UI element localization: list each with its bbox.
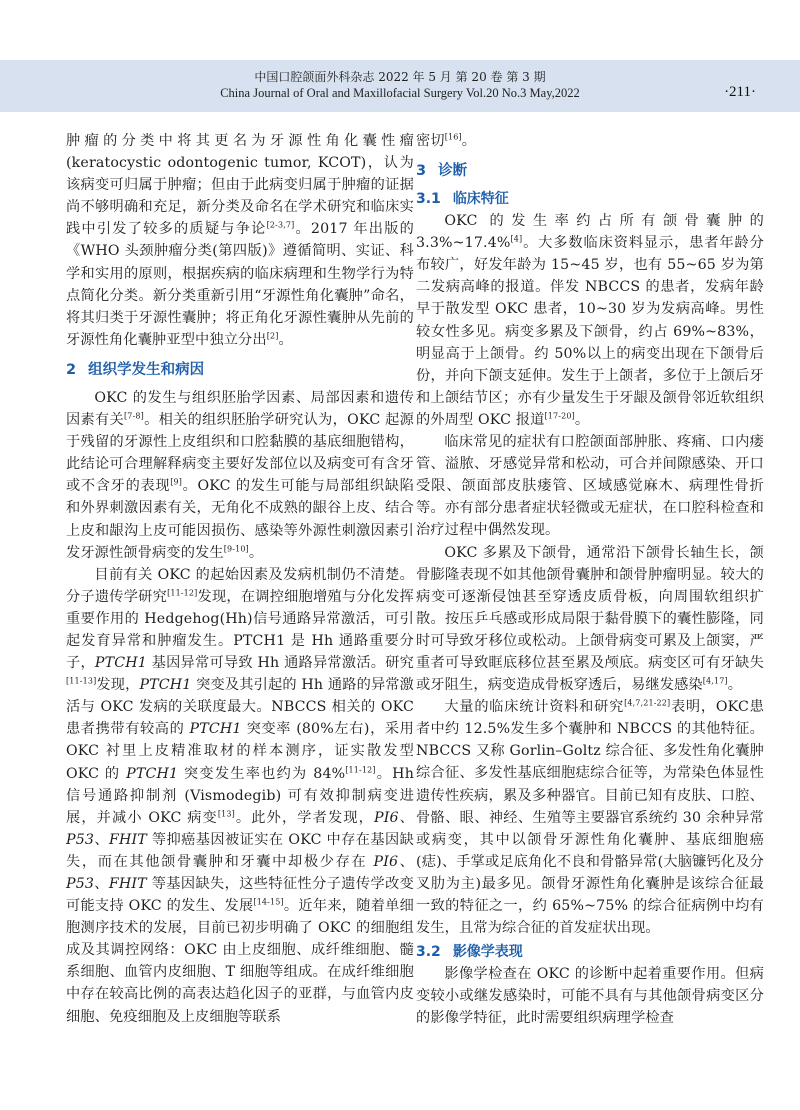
gene-name: PTCH1 (126, 765, 179, 782)
text-run: 。此外，学者发现， (234, 809, 375, 826)
subsection-number: 3.1 (416, 191, 441, 208)
text-run: 等抑癌基因被证实在 OKC 中存在基因缺失，而在其他颌骨囊肿和牙囊中却极少存在 (66, 831, 414, 870)
section-number: 2 (66, 361, 77, 378)
citation-reference: [17-20] (544, 411, 575, 421)
citation-reference: [11-12] (167, 588, 198, 598)
text-run: 。近年来，随着单细胞测序技术的发展，目前已初步明确了 OKC 的细胞组成及其调控网络：OKC 由上皮细胞、成纤维细胞、髓系细胞、血管内皮细胞、T 细胞等组成。在成纤维细胞中存在较高比例的高表达趋化因子的亚群，与血管内皮细胞、免疫细胞及上皮细胞等联系 (66, 898, 414, 1025)
paragraph-continuation (416, 130, 764, 152)
text-run: OKC 多累及下颌骨，通常沿下颌骨长轴生长，颌骨膨隆表现不如其他颌骨囊肿和颌骨肿瘤明显。较大的病变可逐渐侵蚀甚至穿透皮质骨板，向周围软组织扩散。按压乒乓感或形成局限于黏骨膜下的囊性膨隆，同时可导致牙移位或松动。上颌骨病变可累及上颌窦，严重者可导致眶底移位甚至累及颅底。病变区可有牙缺失或牙阻生，病变造成骨板穿透后，易继发感染 (416, 544, 764, 694)
gene-name: PI6 (374, 809, 399, 826)
text-run: OKC 的发生率约占所有颌骨囊肿的 3.3%~17.4% (416, 213, 764, 252)
paragraph-imaging (416, 963, 764, 1029)
right-column (416, 130, 764, 1029)
citation-reference: [16] (444, 132, 462, 142)
subsection-heading-clinical-features (416, 188, 764, 210)
section-title: 组织学发生和病因 (88, 361, 205, 378)
section-number: 3 (416, 163, 427, 180)
gene-name: FHIT (108, 831, 147, 848)
paragraph-incidence (416, 210, 764, 431)
text-run: 密切 (416, 133, 445, 149)
text-run: 突变发生率也约为 84% (178, 765, 346, 782)
text-run: 、 (398, 809, 414, 826)
gene-name: PTCH1 (139, 677, 192, 694)
citation-reference: [4] (510, 234, 523, 244)
subsection-title: 临床特征 (452, 191, 509, 208)
text-run: 目前有关 OKC 的起始因素及发病机制仍不清楚。分子遗传学研究 (66, 566, 414, 605)
paragraph-histogenesis (66, 387, 414, 564)
citation-reference: [9-10] (223, 543, 249, 553)
section-heading-diagnosis (416, 160, 764, 182)
text-run: OKC 的发生与组织胚胎学因素、局部因素和遗传因素有关 (66, 389, 414, 429)
citation-reference: [4,7,21-22] (624, 698, 671, 708)
text-run: 。2017 年出版的《WHO 头颈肿瘤分类(第四版)》遵循简明、实证、科学和实用的原则，根据疾病的临床病理和生物学行为特点简化分类。新分类重新引用“牙源性角化囊肿”命名，将其归类于牙源性囊肿；将正角化牙源性囊肿从先前的牙源性角化囊肿亚型中独立分出 (66, 221, 414, 348)
citation-reference: [11-12] (345, 764, 376, 774)
text-run: 、 (94, 831, 109, 848)
gene-name: FHIT (108, 876, 147, 892)
gene-name: P53 (66, 831, 95, 848)
text-run: 影像学检查在 OKC 的诊断中起着重要作用。但病变较小或继发感染时，可能不具有与其他颌骨病变区分的影像学特征，此时需要组织病理学检查 (416, 966, 764, 1027)
text-run: 肿瘤的分类中将其更名为牙源性角化囊性瘤(keratocystic odontogenic tumor, KCOT)，认为该病变可归属于肿瘤；但由于此病变归属于肿瘤的证据尚不够明确和充足，新分类及命名在学术研究和临床实践中引发了较多的质疑与争论 (66, 133, 414, 238)
citation-reference: [9] (170, 477, 183, 487)
citation-reference: [11-13] (66, 676, 97, 686)
text-run: 、 (94, 876, 109, 892)
citation-reference: [4,17] (702, 676, 728, 686)
text-run: 发现， (96, 677, 140, 694)
text-run: 等基因缺失，这些特征性分子遗传学改变可能支持 OKC 的发生、发展 (66, 876, 414, 915)
text-run: 突变率 (80%左右)，采用 OKC 衬里上皮精准取材的样本测序，证实散发型 OKC 的 (66, 721, 414, 782)
citation-reference: [14-15] (253, 897, 284, 907)
text-run: 临床常见的症状有口腔颌面部肿胀、疼痛、口内瘘管、溢脓、牙感觉异常和松动，可合并间隙感染、开口受限、颌面部皮肤瘘管、区域感觉麻木、病理性骨折等。亦有部分患者症状轻微或无症状，在口腔科检查和治疗过程中偶然发现。 (416, 434, 764, 539)
subsection-heading-imaging (416, 941, 764, 963)
gene-name: PTCH1 (189, 721, 242, 738)
text-run: 。Hh 信号通路抑制剂 (Vismodegib) 可有效抑制病变进展，并减小 OKC 病变 (66, 765, 414, 826)
paragraph-symptoms (416, 431, 764, 541)
paragraph-growth-pattern (416, 542, 764, 697)
text-run: 表明，OKC患者中约 12.5%发生多个囊肿和 NBCCS 的其他特征。NBCCS 又称 Gorlin–Goltz 综合征、多发性角化囊肿综合征、多发性基底细胞痣综合征等，为常染色体显性遗传性疾病，累及多种器官。目前已知有皮肤、口腔、骨骼、眼、神经、生殖等主要器官系统约 30 余种异常或病变，其中以颌骨牙源性角化囊肿、基底细胞癌(痣)、手掌或足底角化不良和骨骼异常(大脑镰钙化及分叉肋为主)最多见。颌骨牙源性角化囊肿是该综合征最一致的特征之一，约 65%~75% 的综合征病例中均有发生，且常为综合征的首发症状出现。 (416, 699, 764, 937)
text-run: 。相关的组织胚胎学研究认为，OKC 起源于残留的牙源性上皮组织和口腔黏膜的基底细胞错构，此结论可合理解释病变主要好发部位以及病变可有含牙或不含牙的表现 (66, 412, 414, 495)
section-heading-histogenesis (66, 359, 414, 381)
subsection-title: 影像学表现 (452, 944, 523, 961)
paragraph-molecular-genetics (66, 564, 414, 1028)
journal-title-english: China Journal of Oral and Maxillofacial Surgery Vol.20 No.3 May,2022 (220, 86, 580, 100)
subsection-number: 3.2 (416, 944, 441, 961)
text-run: 基因异常可导致 Hh 通路异常激活。研究 (146, 655, 414, 672)
paragraph-nbccs (416, 696, 764, 939)
text-run: 大量的临床统计资料和研究 (444, 699, 625, 716)
text-run: 。大多数临床资料显示，患者年龄分布较广，好发年龄为 15~45 岁，也有 55~65 岁为第二发病高峰的报道。伴发 NBCCS 的患者，发病年龄早于散发型 OKC 患者，10~30 岁为发病高峰。男性较女性多见。病变多累及下颌骨，约占 69%~83%，明显高于上颌骨。约 50%以上的病变出现在下颌骨后份，并向下颌支延伸。发生于上颌者，多位于上颌后牙和上颌结节区；亦有少量发生于牙龈及颌骨邻近软组织的外周型 OKC 报道 (416, 235, 764, 428)
text-run: 。 (574, 411, 590, 428)
citation-reference: [13] (217, 808, 235, 818)
section-title: 诊断 (438, 163, 468, 180)
text-run: 。 (727, 677, 743, 694)
journal-title-chinese: 中国口腔颌面外科杂志 2022 年 5 月 第 20 卷 第 3 期 (254, 70, 546, 84)
gene-name: PI6 (373, 853, 399, 870)
text-run: 、 (398, 853, 414, 870)
text-run: 。 (278, 331, 293, 348)
text-run: 突变及其引起的 Hh 通路的异常激活与 OKC 发病的关联度最大。NBCCS 相关的 OKC 患者携带有较高的 (66, 677, 414, 738)
paragraph-classification-history (66, 130, 414, 351)
citation-reference: [2-3,7] (266, 220, 295, 230)
text-run: 。 (248, 544, 264, 561)
left-column (66, 130, 414, 1028)
gene-name: PTCH1 (94, 655, 147, 672)
page-number: ·211· (724, 84, 756, 100)
citation-reference: [2] (266, 331, 279, 341)
text-run: 。 (461, 133, 477, 149)
text-run: 发现，在调控细胞增殖与分化发挥重要作用的 Hedgehog(Hh)信号通路异常激活，可引起发育异常和肿瘤发生。PTCH1 是 Hh 通路重要分子， (66, 588, 414, 672)
gene-name: P53 (66, 876, 95, 892)
text-run: 。OKC 的发生可能与局部组织缺陷和外界刺激因素有关，无角化不成熟的龈谷上皮、结合上皮和龈沟上皮可能因损伤、感染等外源性刺激因素引发牙源性颌骨病变的发生 (66, 478, 414, 561)
citation-reference: [7-8] (124, 411, 144, 421)
